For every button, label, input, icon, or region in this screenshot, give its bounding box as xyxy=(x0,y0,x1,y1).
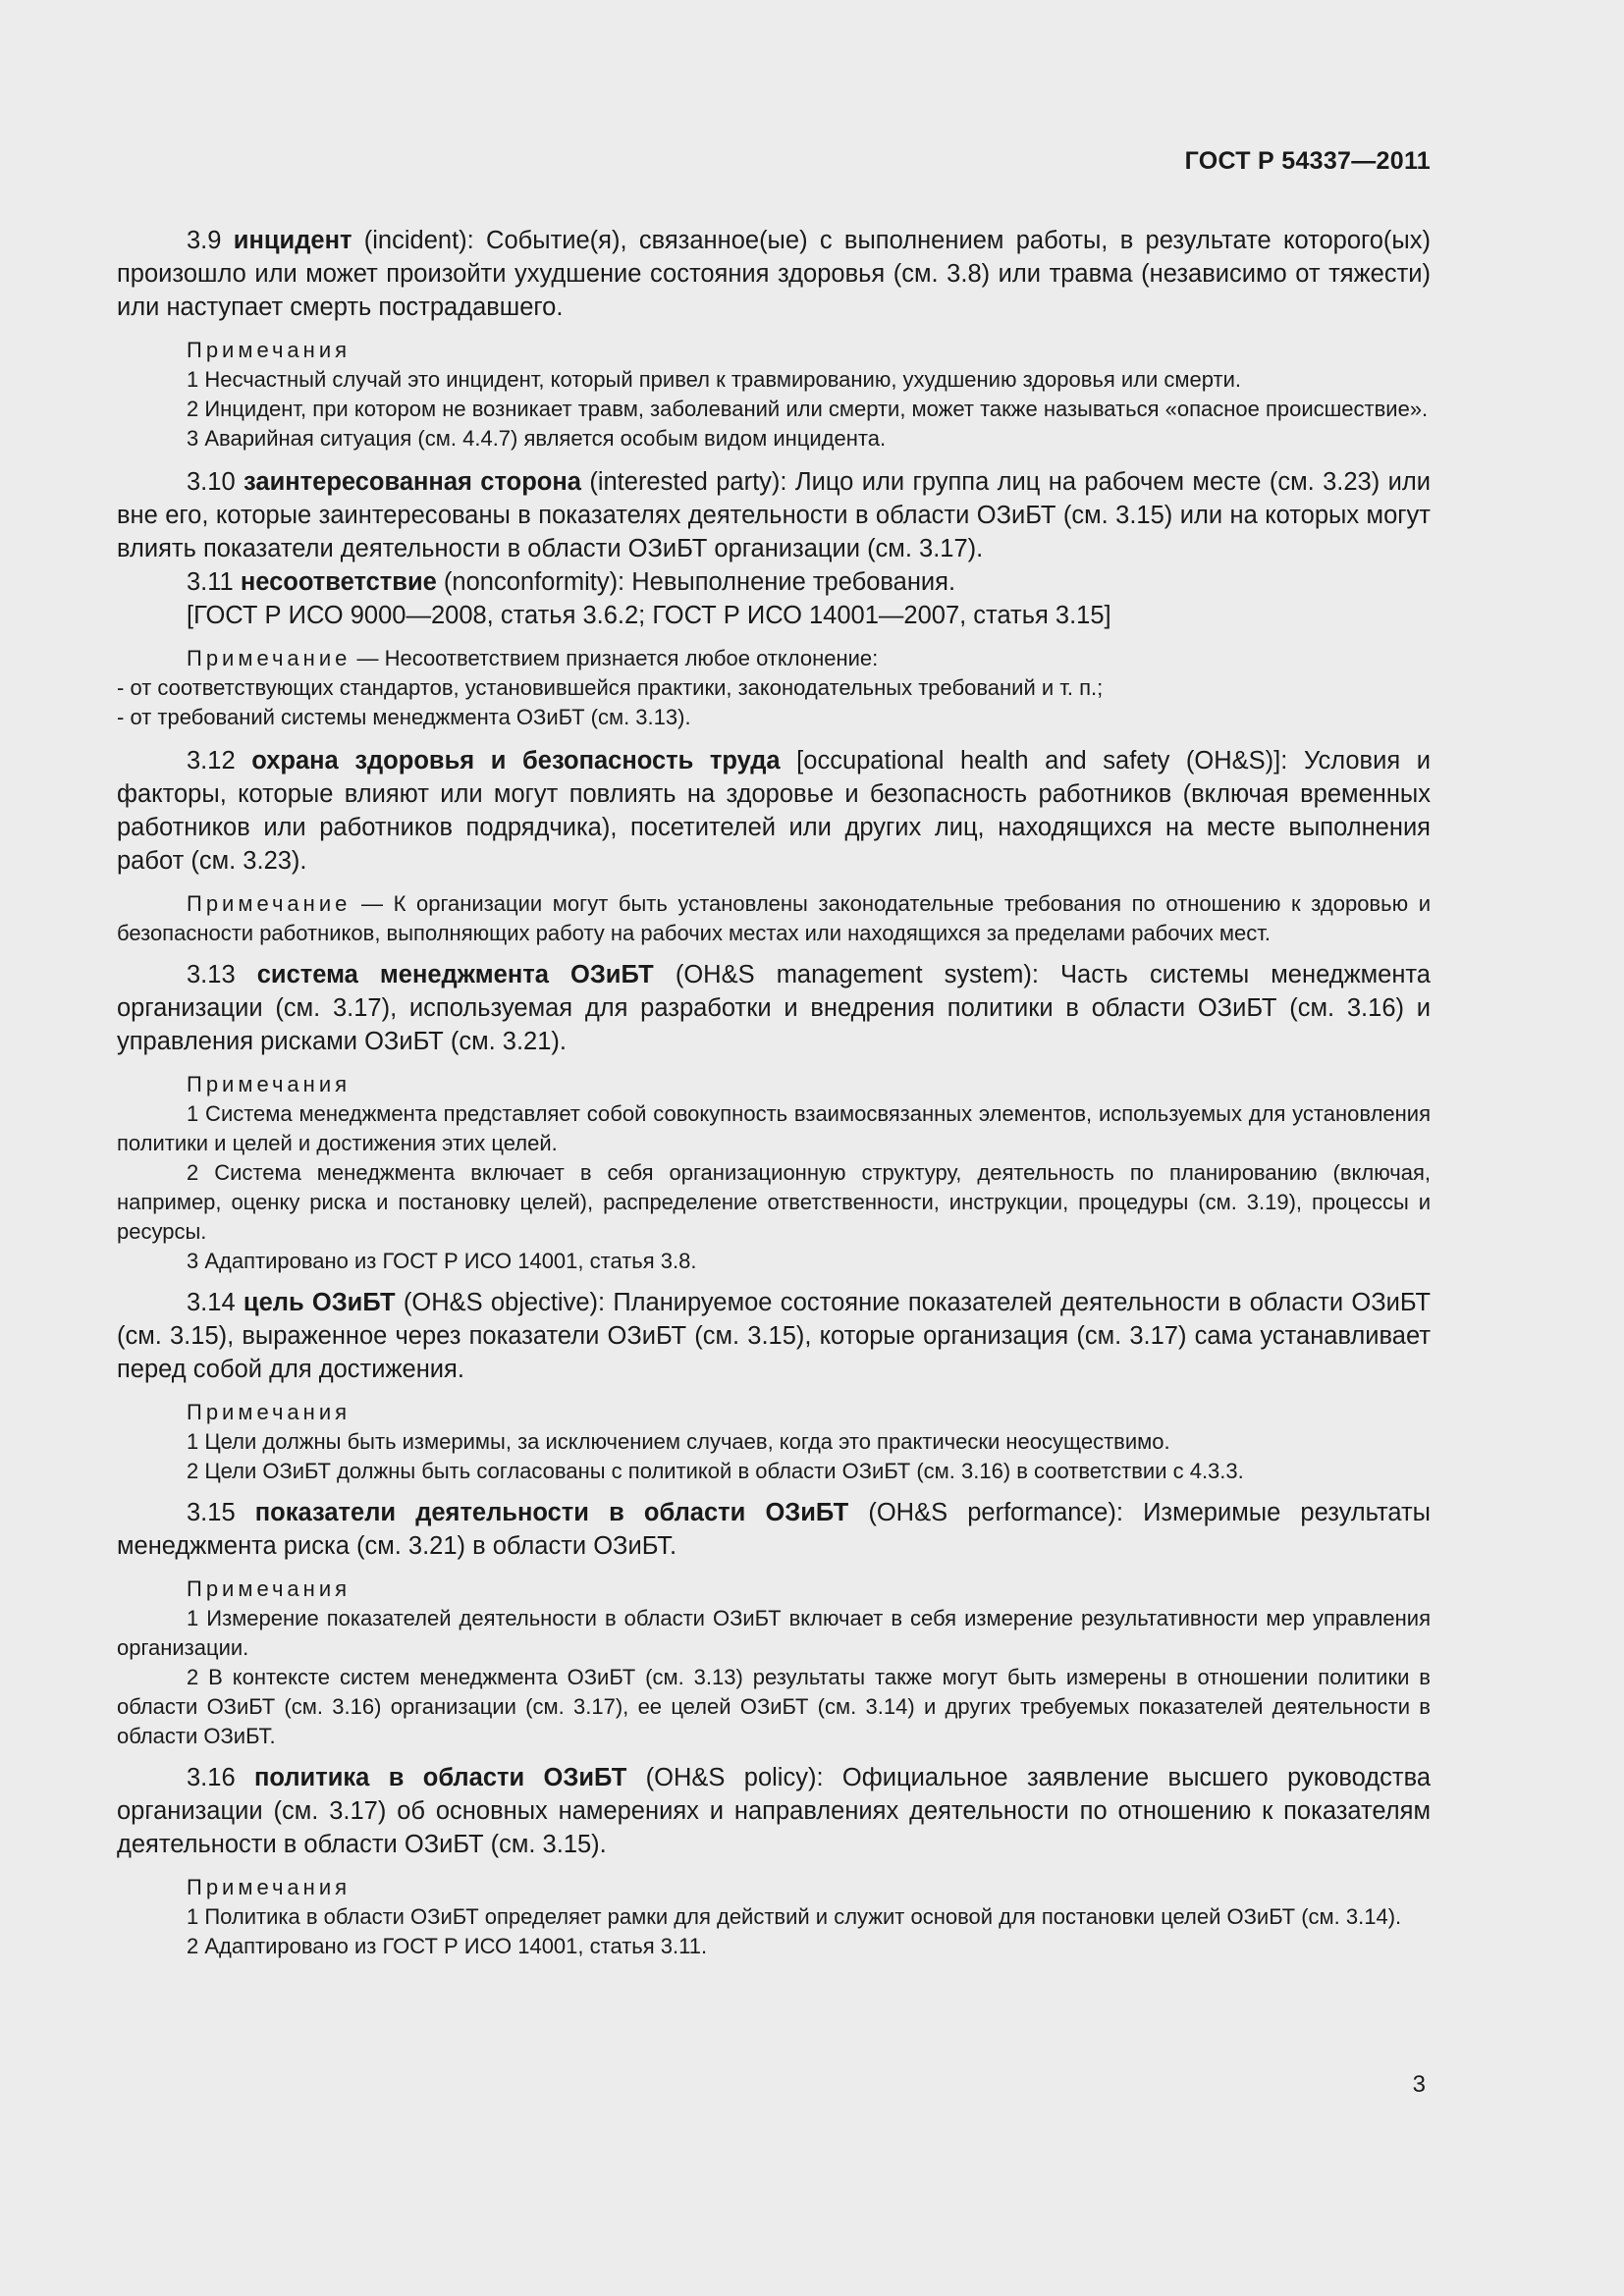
notes-label: Примечания xyxy=(187,1400,352,1424)
note: 2 Адаптировано из ГОСТ Р ИСО 14001, статья 3.11. xyxy=(187,1934,708,1958)
clause-number: 3.11 xyxy=(187,568,234,596)
note xyxy=(117,889,1431,948)
term: система менеджмента ОЗиБТ xyxy=(256,961,654,988)
note-line xyxy=(117,644,1431,673)
note: 1 Несчастный случай это инцидент, который привел к травмированию, ухудшению здоровья или смерти. xyxy=(187,367,1242,392)
document-header: ГОСТ Р 54337—2011 xyxy=(1184,147,1431,175)
note: 2 Инцидент, при котором не возникает травм, заболеваний или смерти, может также называться «опасное происшествие». xyxy=(187,397,1429,421)
document-body xyxy=(117,224,1431,1961)
reference: [ГОСТ Р ИСО 9000—2008, статья 3.6.2; ГОСТ Р ИСО 14001—2007, статья 3.15] xyxy=(187,602,1111,629)
clause-3-10 xyxy=(117,465,1431,565)
clause-3-16 xyxy=(117,1761,1431,1861)
notes-label: Примечания xyxy=(187,1072,352,1096)
note: 2 Система менеджмента включает в себя организационную структуру, деятельность по планированию (включая, например, оценку риска и постановку целей), распределение ответственности, инструкции, процедуры (см. 3.19), процессы и ресурсы. xyxy=(117,1160,1431,1244)
clause-3-12 xyxy=(117,744,1431,878)
term: цель ОЗиБТ xyxy=(243,1289,396,1316)
definition: [occupational health and safety (OH&S)]: Условия и факторы, которые влияют или могут повлиять на здоровье и безопасность работников (включая временных работников или работников подрядчика), посетителей или других лиц, находящихся на месте выполнения работ (см. 3.23). xyxy=(117,747,1431,875)
notes-label: Примечания xyxy=(187,1576,352,1601)
clause-number: 3.9 xyxy=(187,227,222,254)
notes-label: Примечания xyxy=(187,338,352,362)
clause-number: 3.12 xyxy=(187,747,236,774)
clause-3-13 xyxy=(117,958,1431,1058)
note: 2 В контексте систем менеджмента ОЗиБТ (см. 3.13) результаты также могут быть измерены в отношении политики в области ОЗиБТ (см. 3.16) организации (см. 3.17), ее целей ОЗиБТ (см. 3.14) и других требуемых показателей деятельности в области ОЗиБТ. xyxy=(117,1665,1431,1748)
note: 1 Система менеджмента представляет собой совокупность взаимосвязанных элементов, используемых для установления политики и целей и достижения этих целей. xyxy=(117,1101,1431,1155)
clause-number: 3.16 xyxy=(187,1764,236,1791)
clause-number: 3.10 xyxy=(187,468,236,496)
note: 2 Цели ОЗиБТ должны быть согласованы с политикой в области ОЗиБТ (см. 3.16) в соответствии с 4.3.3. xyxy=(187,1459,1244,1483)
clause-number: 3.13 xyxy=(187,961,236,988)
notes-label: Примечания xyxy=(187,1875,352,1899)
definition: (OH&S performance): Измеримые результаты менеджмента риска (см. 3.21) в области ОЗиБТ. xyxy=(117,1499,1431,1560)
clause-3-14 xyxy=(117,1286,1431,1386)
note: 1 Политика в области ОЗиБТ определяет рамки для действий и служит основой для постановки целей ОЗиБТ (см. 3.14). xyxy=(187,1904,1402,1929)
term: показатели деятельности в области ОЗиБТ xyxy=(254,1499,849,1526)
definition: (OH&S management system): Часть системы менеджмента организации (см. 3.17), используемая для разработки и внедрения политики в области ОЗиБТ (см. 3.16) и управления рисками ОЗиБТ (см. 3.21). xyxy=(117,961,1431,1055)
definition: (interested party): Лицо или группа лиц на рабочем месте (см. 3.23) или вне его, которые заинтересованы в показателях деятельности в области ОЗиБТ (см. 3.15) или на которых могут влиять показатели деятельности в области ОЗиБТ организации (см. 3.17). xyxy=(117,468,1431,562)
clause-number: 3.15 xyxy=(187,1499,236,1526)
term: несоответствие xyxy=(240,568,437,596)
clause-3-11 xyxy=(117,565,1431,599)
notes-label: Примечание xyxy=(187,891,352,916)
clause-number: 3.14 xyxy=(187,1289,236,1316)
note-text: — К организации могут быть установлены законодательные требования по отношению к здоровью и безопасности работников, выполняющих работу на рабочих местах или находящихся за пределами рабочих мест. xyxy=(117,891,1431,945)
note: 1 Цели должны быть измеримы, за исключением случаев, когда это практически неосуществимо. xyxy=(187,1429,1170,1454)
term: заинтересованная сторона xyxy=(244,468,581,496)
note-dash-item: - от соответствующих стандартов, установившейся практики, законодательных требований и т. п.; xyxy=(117,675,1104,700)
note-dash-item: - от требований системы менеджмента ОЗиБТ (см. 3.13). xyxy=(117,705,691,729)
page-number: 3 xyxy=(1412,2071,1426,2098)
definition: (OH&S objective): Планируемое состояние показателей деятельности в области ОЗиБТ (см. 3.15), выраженное через показатели ОЗиБТ (см. 3.15), которые организация (см. 3.17) сама устанавливает перед собой для достижения. xyxy=(117,1289,1431,1383)
note-intro: — Несоответствием признается любое отклонение: xyxy=(351,646,879,670)
definition: (incident): Событие(я), связанное(ые) с выполнением работы, в результате которого(ых) произошло или может произойти ухудшение состояния здоровья (см. 3.8) или травма (независимо от тяжести) или наступает смерть пострадавшего. xyxy=(117,227,1431,321)
definition: (nonconformity): Невыполнение требования. xyxy=(436,568,956,596)
definition: (OH&S policy): Официальное заявление высшего руководства организации (см. 3.17) об основных намерениях и направлениях деятельности по отношению к показателям деятельности в области ОЗиБТ (см. 3.15). xyxy=(117,1764,1432,1858)
clause-3-15 xyxy=(117,1496,1431,1563)
note: 3 Адаптировано из ГОСТ Р ИСО 14001, статья 3.8. xyxy=(187,1249,697,1273)
term: инцидент xyxy=(233,227,352,254)
note: 1 Измерение показателей деятельности в области ОЗиБТ включает в себя измерение результативности мер управления организации. xyxy=(117,1606,1431,1660)
term: политика в области ОЗиБТ xyxy=(254,1764,627,1791)
notes-label: Примечание xyxy=(187,646,352,670)
clause-3-9 xyxy=(117,224,1431,324)
note: 3 Аварийная ситуация (см. 4.4.7) является особым видом инцидента. xyxy=(187,426,887,451)
term: охрана здоровья и безопасность труда xyxy=(251,747,781,774)
